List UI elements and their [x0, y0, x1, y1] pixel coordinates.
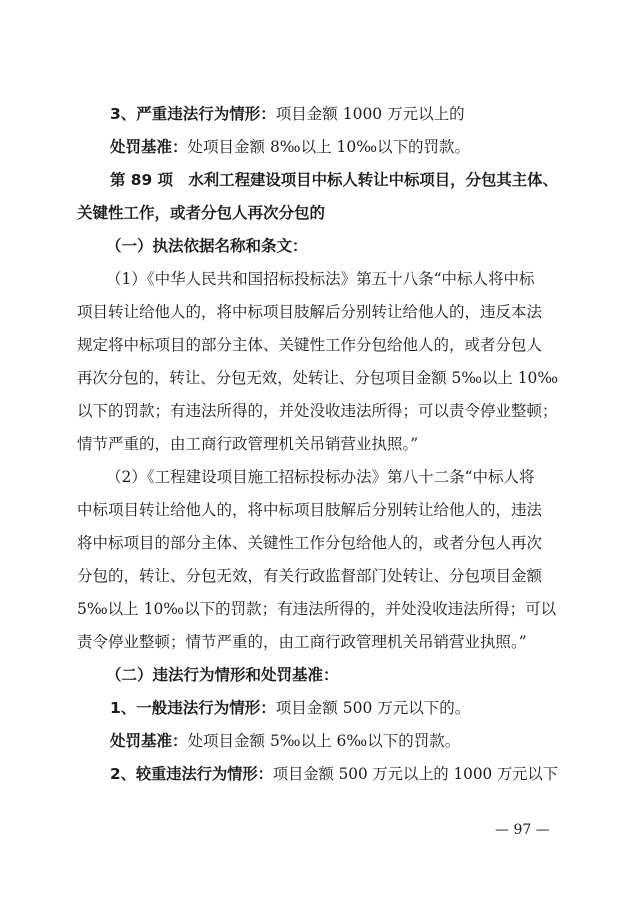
text-line	[0, 368, 635, 388]
body-text: 规定将中标项目的部分主体、关键性工作分包给他人的，或者分包人	[77, 336, 543, 354]
bold-label: 关键性工作，或者分包人再次分包的	[77, 204, 326, 222]
bold-label: （二）违法行为情形和处罚基准：	[106, 666, 339, 684]
body-text: （2）《工程建设项目施工招标投标办法》第八十二条“中标人将	[106, 468, 535, 486]
article-heading	[0, 170, 635, 190]
section-heading	[0, 665, 635, 685]
bold-label: 3、严重违法行为情形：	[110, 105, 276, 123]
text-line	[0, 599, 635, 619]
body-text: 情节严重的，由工商行政管理机关吊销营业执照。”	[77, 435, 419, 453]
bold-label: 第 89 项 水利工程建设项目中标人转让中标项目，分包其主体、	[110, 171, 558, 189]
text-line	[0, 698, 635, 718]
text-line	[0, 566, 635, 586]
body-text: 项目金额 500 万元以下的。	[275, 699, 471, 717]
body-text: 项目金额 500 万元以上的 1000 万元以下	[272, 765, 558, 783]
body-text: 处项目金额 8‰以上 10‰以下的罚款。	[187, 138, 471, 156]
body-text: 以下的罚款；有违法所得的，并处没收违法所得；可以责令停业整顿；	[77, 402, 558, 420]
bold-label: 处罚基准：	[110, 138, 188, 156]
body-text: 责令停业整顿；情节严重的，由工商行政管理机关吊销营业执照。”	[77, 633, 527, 651]
text-line	[0, 500, 635, 520]
page-number: — 97 —	[495, 822, 550, 838]
text-line	[0, 764, 635, 784]
text-line	[0, 533, 635, 553]
text-line	[0, 269, 635, 289]
body-text: 5‰以上 10‰以下的罚款；有违法所得的，并处没收违法所得；可以	[77, 600, 557, 618]
text-line	[0, 731, 635, 751]
body-text: 中标项目转让给他人的，将中标项目肢解后分别转让给他人的，违法	[77, 501, 543, 519]
text-line	[0, 632, 635, 652]
bold-label: （一）执法依据名称和条文：	[106, 237, 308, 255]
text-line	[0, 302, 635, 322]
body-text: 再次分包的，转让、分包无效，处转让、分包项目金额 5‰以上 10‰	[77, 369, 558, 387]
text-line	[0, 434, 635, 454]
text-line	[0, 467, 635, 487]
bold-label: 2、较重违法行为情形：	[110, 765, 273, 783]
body-text: （1）《中华人民共和国招标投标法》第五十八条“中标人将中标	[106, 270, 535, 288]
bold-label: 1、一般违法行为情形：	[110, 699, 276, 717]
body-text: 项目金额 1000 万元以上的	[275, 105, 465, 123]
bold-label: 处罚基准：	[110, 732, 188, 750]
body-text: 项目转让给他人的，将中标项目肢解后分别转让给他人的，违反本法	[77, 303, 543, 321]
section-heading	[0, 236, 635, 256]
text-line	[0, 137, 635, 157]
article-heading	[0, 203, 635, 223]
text-line	[0, 104, 635, 124]
body-text: 分包的，转让、分包无效，有关行政监督部门处转让、分包项目金额	[77, 567, 543, 585]
text-line	[0, 335, 635, 355]
text-line	[0, 401, 635, 421]
body-text: 处项目金额 5‰以上 6‰以下的罚款。	[187, 732, 461, 750]
body-text: 将中标项目的部分主体、关键性工作分包给他人的，或者分包人再次	[77, 534, 543, 552]
